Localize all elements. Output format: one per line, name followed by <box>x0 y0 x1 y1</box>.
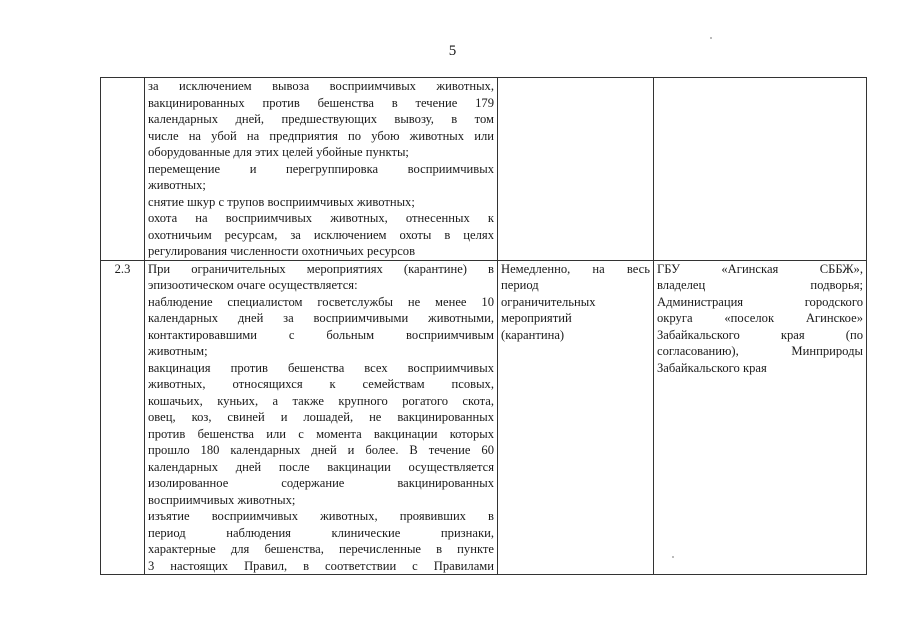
responsible-line: Забайкальского края <box>657 360 767 375</box>
measure-line: животных, относящихся к семействам псовых, <box>148 377 494 391</box>
deadline-cell <box>498 260 654 575</box>
responsible-cell <box>654 78 867 261</box>
responsible-line: округа «поселок Агинское» <box>657 311 863 325</box>
measure-line: эпизоотическом очаге осуществляется: <box>148 278 358 292</box>
deadline-line: Немедленно, на весь <box>501 261 650 276</box>
row-number-cell <box>101 78 145 261</box>
measure-cell <box>145 78 498 261</box>
measure-line: снятие шкур с трупов восприимчивых животных; <box>148 194 415 209</box>
deadline-line: период <box>501 278 539 292</box>
measure-line: овец, коз, свиней и лошадей, не вакцинированных <box>148 410 494 424</box>
measure-line: перемещение и перегруппировка восприимчивых <box>148 161 494 176</box>
measure-line: против бешенства или с момента вакцинации которых <box>148 426 494 441</box>
measure-cell <box>145 260 498 575</box>
measure-line: прошло 180 календарных дней и более. В течение 60 <box>148 443 494 457</box>
measure-line: календарных дней, предшествующих вывозу, в том <box>148 112 494 126</box>
measure-line: охота на восприимчивых животных, отнесенных к <box>148 211 494 225</box>
measure-line: регулирования численности охотничьих ресурсов <box>148 244 416 258</box>
measure-line: наблюдение специалистом госветслужбы не менее 10 <box>148 294 494 309</box>
measure-line: 3 настоящих Правил, в соответствии с Правилами <box>148 558 494 573</box>
responsible-line: Администрация городского <box>657 294 863 309</box>
measure-line: животным; <box>148 344 208 358</box>
measure-line: восприимчивых животных; <box>148 492 296 507</box>
deadline-line: ограничительных <box>501 294 596 309</box>
measure-line: При ограничительных мероприятиях (карантине) в <box>148 261 494 276</box>
table-row <box>101 260 867 575</box>
measure-line: за исключением вывоза восприимчивых животных, <box>148 79 494 93</box>
responsible-line: владелец подворья; <box>657 278 863 292</box>
measure-line: изолированное содержание вакцинированных <box>148 476 494 490</box>
responsible-line: согласованию), Минприроды <box>657 344 863 358</box>
responsible-line: ГБУ «Агинская СББЖ», <box>657 261 863 276</box>
measure-line: числе на убой на предприятия по убою животных или <box>148 128 494 143</box>
responsible-line: Забайкальского края (по <box>657 327 863 342</box>
measure-line: характерные для бешенства, перечисленные в пункте <box>148 542 494 556</box>
deadline-cell <box>498 78 654 261</box>
measure-line: вакцинированных против бешенства в течение 179 <box>148 95 494 110</box>
deadline-line: мероприятий <box>501 311 572 325</box>
measure-line: календарных дней после вакцинации осуществляется <box>148 459 494 474</box>
scan-speck <box>710 37 712 39</box>
measure-line: календарных дней за восприимчивыми животными, <box>148 311 494 325</box>
measure-line: кошачьих, куньих, а также крупного рогатого скота, <box>148 393 494 408</box>
row-number-cell: 2.3 <box>101 260 145 575</box>
measure-line: животных; <box>148 178 206 192</box>
page-number: 5 <box>448 43 457 59</box>
scan-speck <box>672 556 674 558</box>
measure-line: контактировавшими с больным восприимчивым <box>148 327 494 342</box>
table-row <box>101 78 867 261</box>
measure-line: изъятие восприимчивых животных, проявивших в <box>148 509 494 523</box>
measures-table <box>100 77 867 575</box>
measure-line: оборудованные для этих целей убойные пункты; <box>148 145 409 159</box>
measure-line: охотничьим ресурсам, за исключением охоты в целях <box>148 227 494 242</box>
deadline-line: (карантина) <box>501 327 565 342</box>
measure-line: период наблюдения клинические признаки, <box>148 525 494 540</box>
measure-line: вакцинация против бешенства всех восприимчивых <box>148 360 494 375</box>
responsible-cell <box>654 260 867 575</box>
